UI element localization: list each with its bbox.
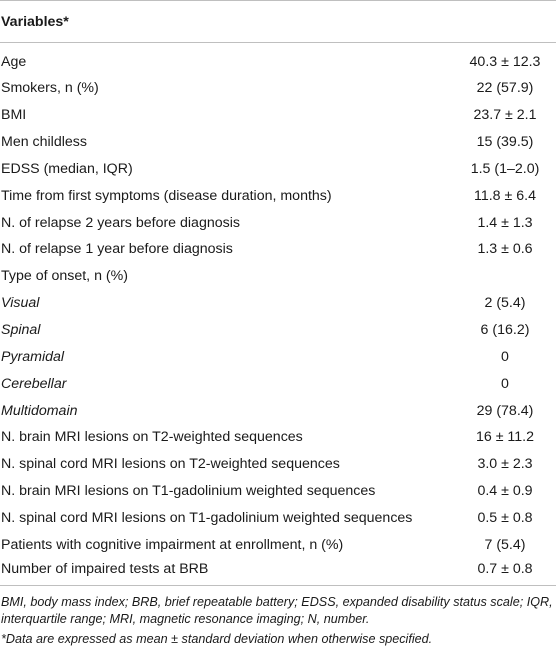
row-value [454, 263, 556, 290]
table-row [0, 424, 556, 451]
table-row [0, 263, 556, 290]
row-value: 1.5 (1–2.0) [470, 160, 540, 177]
row-label: Pyramidal [1, 348, 65, 365]
row-value: 1.4 ± 1.3 [477, 214, 533, 231]
table-row [0, 397, 556, 424]
row-value: 0 [501, 375, 509, 392]
row-label: BMI [1, 107, 27, 124]
table-row [0, 290, 556, 317]
row-label: N. brain MRI lesions on T1-gadolinium weighted sequences [1, 483, 376, 500]
row-label: Patients with cognitive impairment at enrollment, n (%) [1, 536, 344, 553]
header-variables: Variables* [0, 1, 454, 43]
table-row [0, 43, 556, 76]
row-value: 0 [501, 348, 509, 365]
table-row [0, 156, 556, 183]
row-value: 0.4 ± 0.9 [477, 483, 533, 500]
table-row [0, 102, 556, 129]
table-row [0, 75, 556, 102]
row-value: 22 (57.9) [476, 80, 534, 97]
table-row [0, 129, 556, 156]
row-label: Time from first symptoms (disease duration, months) [1, 187, 332, 204]
table-body [0, 43, 556, 586]
row-value: 0.7 ± 0.8 [454, 558, 556, 585]
row-value: 6 (16.2) [480, 322, 530, 339]
row-label: N. spinal cord MRI lesions on T1-gadolinium weighted sequences [1, 509, 413, 526]
row-value: 2 (5.4) [484, 295, 526, 312]
table-row [0, 451, 556, 478]
row-label: Age [1, 54, 27, 70]
row-value: 0.5 ± 0.8 [477, 509, 533, 526]
row-label: N. of relapse 2 years before diagnosis [1, 214, 240, 231]
table-header [0, 1, 556, 43]
row-label: N. of relapse 1 year before diagnosis [1, 241, 233, 258]
table-row [0, 209, 556, 236]
header-value [454, 1, 556, 43]
row-label: Men childless [1, 134, 87, 151]
row-label: Visual [1, 295, 40, 312]
table-row [0, 558, 556, 585]
row-label: N. brain MRI lesions on T2-weighted sequences [1, 429, 303, 446]
table-row [0, 478, 556, 505]
table-row [0, 343, 556, 370]
row-value: 23.7 ± 2.1 [473, 107, 537, 124]
row-label: Number of impaired tests at BRB [0, 558, 454, 585]
table-footnotes [0, 586, 556, 649]
row-label: Multidomain [1, 402, 78, 419]
row-value: 29 (78.4) [476, 402, 534, 419]
row-label: Cerebellar [1, 375, 67, 392]
row-value: 16 ± 11.2 [475, 429, 534, 446]
asterisk-footnote: *Data are expressed as mean ± standard deviation when otherwise specified. [1, 631, 433, 646]
row-value: 3.0 ± 2.3 [477, 456, 533, 473]
table-row [0, 531, 556, 558]
table-row [0, 370, 556, 397]
row-value: 40.3 ± 12.3 [469, 54, 541, 70]
row-label: Smokers, n (%) [1, 80, 99, 97]
row-value: 7 (5.4) [484, 536, 526, 553]
table-row [0, 236, 556, 263]
table-row [0, 182, 556, 209]
row-label: Spinal [1, 322, 41, 339]
row-value: 11.8 ± 6.4 [474, 187, 536, 204]
table-row [0, 317, 556, 344]
row-label: N. spinal cord MRI lesions on T2-weighted sequences [1, 456, 340, 473]
table-row [0, 505, 556, 532]
row-value: 1.3 ± 0.6 [477, 241, 533, 258]
abbreviations-footnote: BMI, body mass index; BRB, brief repeatable battery; EDSS, expanded disability status scale; IQR, interquartile range; MRI, magnetic resonance imaging; N, number. [1, 594, 553, 627]
header-row [0, 1, 556, 43]
row-label: EDSS (median, IQR) [1, 160, 133, 177]
row-label: Type of onset, n (%) [1, 268, 128, 285]
row-value: 15 (39.5) [476, 134, 534, 151]
